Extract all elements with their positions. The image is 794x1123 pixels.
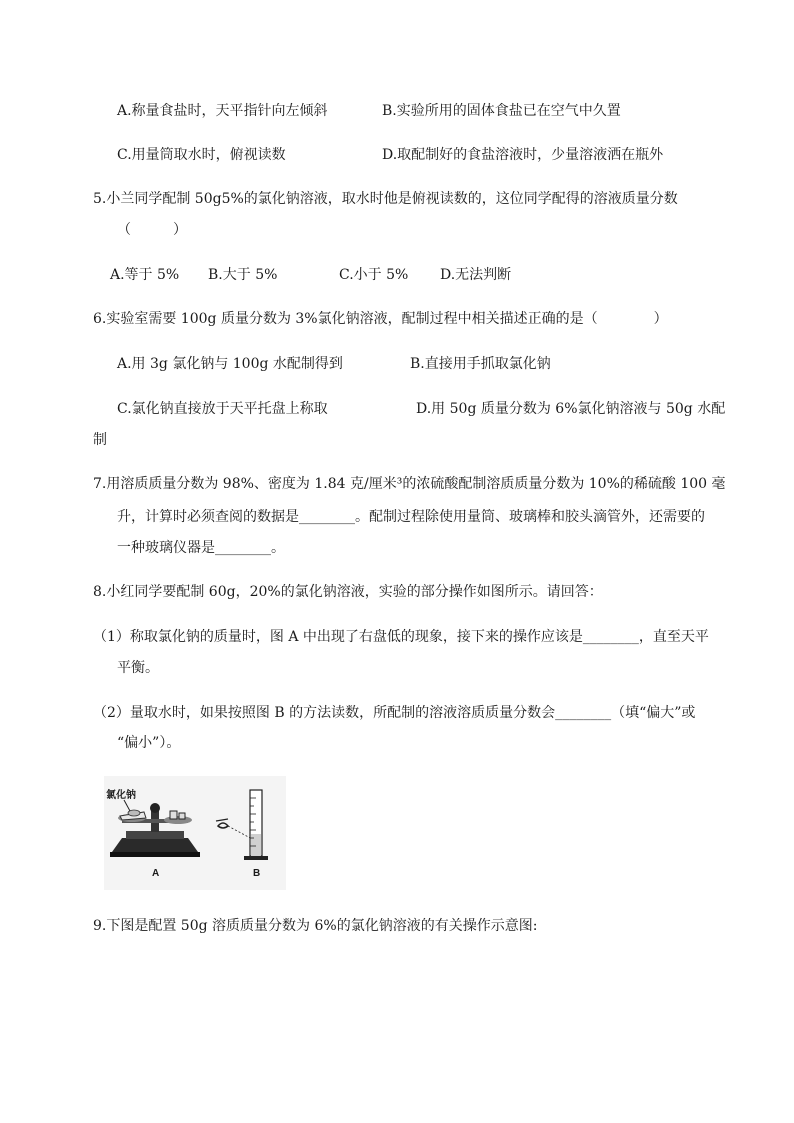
q5-option-d: D.无法判断: [440, 267, 512, 283]
q5-option-a: A.等于 5%: [110, 267, 180, 283]
q5-option-b: B.大于 5%: [208, 267, 278, 283]
balance-foot: [110, 852, 200, 857]
q6-option-a: A.用 3g 氯化钠与 100g 水配制得到: [117, 356, 343, 372]
balance-base: [112, 838, 198, 852]
q8-stem: 8.小红同学要配制 60g，20%的氯化钠溶液，实验的部分操作如图所示。请回答：: [93, 584, 603, 600]
q7-line-2: 升，计算时必须查阅的数据是________。配制过程除使用量筒、玻璃棒和胶头滴管外，还需要的: [117, 509, 705, 525]
q4-option-d: D.取配制好的食盐溶液时，少量溶液洒在瓶外: [382, 147, 664, 163]
graduated-cylinder-base: [244, 856, 268, 860]
q5-option-c: C.小于 5%: [339, 267, 409, 283]
q8-part2-line-2: “偏小”）。: [117, 735, 181, 751]
balance-body: [126, 831, 184, 839]
right-pan: [164, 816, 192, 824]
q7-line-1: 7.用溶质质量分数为 98%、密度为 1.84 克/厘米³的浓硫酸配制溶质质量分数为 10%的稀硫酸 100 毫: [93, 476, 726, 492]
q8-part1-line-2: 平衡。: [117, 660, 159, 676]
q4-option-b: B.实验所用的固体食盐已在空气中久置: [382, 103, 621, 119]
q5-stem: 5.小兰同学配制 50g5%的氯化钠溶液，取水时他是俯视读数的，这位同学配得的溶液质量分数: [93, 191, 678, 207]
figure-label-a: A: [152, 868, 160, 879]
q4-option-a: A.称量食盐时，天平指针向左倾斜: [117, 103, 328, 119]
q6-option-d-continued: 制: [93, 432, 107, 448]
q4-option-c: C.用量筒取水时，俯视读数: [117, 147, 286, 163]
q8-part2-line-1: （2）量取水时，如果按照图 B 的方法读数，所配制的溶液溶质质量分数会________（填“偏大”或: [93, 705, 696, 721]
q9-stem: 9.下图是配置 50g 溶质质量分数为 6%的氯化钠溶液的有关操作示意图:: [93, 918, 538, 934]
q6-option-c: C.氯化钠直接放于天平托盘上称取: [117, 401, 328, 417]
q8-part1-line-1: （1）称取氯化钠的质量时，图 A 中出现了右盘低的现象，接下来的操作应该是________，直至天平: [93, 629, 709, 645]
cylinder-liquid: [251, 834, 261, 856]
experiment-figure: [104, 776, 286, 890]
weight-1: [170, 811, 177, 819]
salt-label: 氯化钠: [106, 790, 136, 801]
q6-stem: 6.实验室需要 100g 质量分数为 3%氯化钠溶液，配制过程中相关描述正确的是（ ）: [93, 311, 668, 327]
q5-answer-blank: （ ）: [117, 222, 187, 238]
weight-2: [179, 813, 185, 819]
q6-option-d: D.用 50g 质量分数为 6%氯化钠溶液与 50g 水配: [416, 401, 726, 417]
q7-line-3: 一种玻璃仪器是________。: [117, 540, 285, 556]
figure-label-b: B: [253, 868, 261, 879]
q6-option-b: B.直接用手抓取氯化钠: [410, 356, 551, 372]
balance-knob: [150, 803, 160, 813]
